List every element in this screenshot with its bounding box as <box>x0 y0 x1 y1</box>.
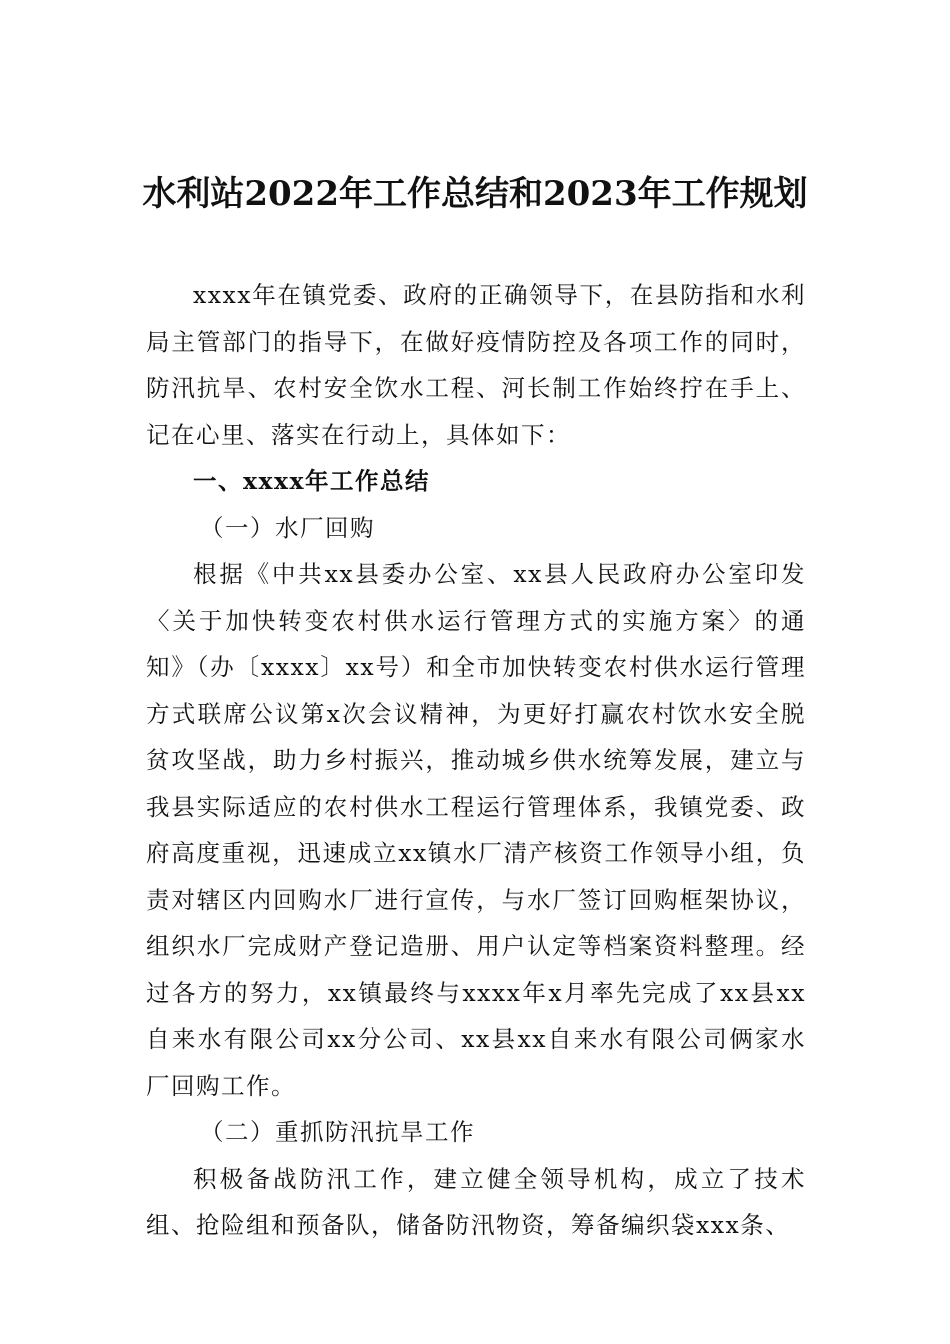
subsection-heading: （二）重抓防汛抗旱工作 <box>200 1118 476 1146</box>
intro-paragraph: xxxx年在镇党委、政府的正确领导下，在县防指和水利局主管部门的指导下，在做好疫情防控及各项工作的同时，防汛抗旱、农村安全饮水工程、河长制工作始终拧在手上、记在心里、落实在行动上，具体如下： <box>146 281 806 449</box>
document-body <box>146 272 806 1249</box>
body-paragraph: 根据《中共xx县委办公室、xx县人民政府办公室印发〈关于加快转变农村供水运行管理方式的实施方案〉的通知》（办〔xxxx〕xx号）和全市加快转变农村供水运行管理方式联席公议第x次会议精神，为更好打赢农村饮水安全脱贫攻坚战，助力乡村振兴，推动城乡供水统筹发展，建立与我县实际适应的农村供水工程运行管理体系，我镇党委、政府高度重视，迅速成立xx镇水厂清产核资工作领导小组，负责对辖区内回购水厂进行宣传，与水厂签订回购框架协议，组织水厂完成财产登记造册、用户认定等档案资料整理。经过各方的努力，xx镇最终与xxxx年x月率先完成了xx县xx自来水有限公司xx分公司、xx县xx自来水有限公司俩家水厂回购工作。 <box>146 560 806 1100</box>
body-paragraph: 积极备战防汛工作，建立健全领导机构，成立了技术组、抢险组和预备队，储备防汛物资，筹备编织袋xxx条、 <box>146 1164 806 1239</box>
section-heading: 一、xxxx年工作总结 <box>193 467 431 495</box>
subsection-heading: （一）水厂回购 <box>200 513 376 542</box>
document-title: 水利站2022年工作总结和2023年工作规划 <box>142 174 808 214</box>
